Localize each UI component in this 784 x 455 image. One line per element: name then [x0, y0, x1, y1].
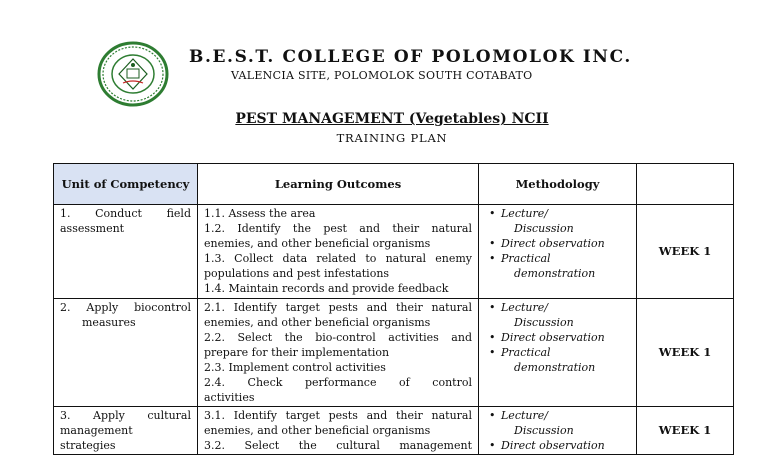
method-item-continued: demonstration: [514, 361, 596, 374]
header-methodology: Methodology: [479, 164, 637, 205]
table-row: [54, 299, 734, 407]
header-unit-of-competency: Unit of Competency: [54, 164, 198, 205]
outcome-text: enemies, and other beneficial organisms: [204, 424, 431, 437]
outcomes-cell: [198, 299, 479, 407]
outcome-text: populations and pest infestations: [204, 267, 390, 280]
outcome-text: 3.2. Select the cultural management: [204, 439, 472, 452]
methodology-cell: [479, 205, 637, 299]
outcome-text: enemies, and other beneficial organisms: [204, 237, 431, 250]
outcome-text: 1.3. Collect data related to natural enemy: [204, 252, 472, 265]
method-item-continued: demonstration: [514, 267, 596, 280]
document-subtitle: TRAINING PLAN: [336, 131, 448, 145]
unit-text: 1. Conduct field: [60, 207, 191, 220]
training-plan-table: [53, 163, 734, 455]
table-row: [54, 407, 734, 455]
method-item: • Direct observation: [495, 330, 630, 345]
outcome-text: 1.1. Assess the area: [204, 207, 316, 220]
week-cell: WEEK 1: [637, 299, 734, 407]
unit-text: strategies: [60, 439, 116, 452]
outcome-text: prepare for their implementation: [204, 346, 390, 359]
unit-text: 3. Apply cultural: [60, 409, 191, 422]
table-header-row: [54, 164, 734, 205]
header-learning-outcomes: Learning Outcomes: [198, 164, 479, 205]
method-item: • Lecture/: [495, 408, 630, 423]
outcome-text: 2.3. Implement control activities: [204, 361, 386, 374]
week-cell: WEEK 1: [637, 407, 734, 455]
method-item: • Direct observation: [495, 236, 630, 251]
method-item-continued: Discussion: [514, 222, 574, 235]
outcome-text: enemies, and other beneficial organisms: [204, 316, 431, 329]
methodology-cell: [479, 299, 637, 407]
methodology-cell: [479, 407, 637, 455]
outcome-text: 2.2. Select the bio-control activities and: [204, 331, 472, 344]
unit-cell: [54, 205, 198, 299]
method-item: • Lecture/: [495, 300, 630, 315]
method-item: • Lecture/: [495, 206, 630, 221]
document-title: PEST MANAGEMENT (Vegetables) NCII: [235, 111, 549, 127]
outcome-text: 2.1. Identify target pests and their natural: [204, 301, 472, 314]
outcome-text: 1.2. Identify the pest and their natural: [204, 222, 472, 235]
unit-text: management: [60, 424, 133, 437]
outcome-text: 1.4. Maintain records and provide feedback: [204, 282, 449, 295]
college-seal-logo: [97, 41, 169, 107]
method-item: • Practical: [495, 251, 630, 266]
outcomes-cell: [198, 205, 479, 299]
outcome-text: 2.4. Check performance of control: [204, 376, 472, 389]
school-address: VALENCIA SITE, POLOMOLOK SOUTH COTABATO: [231, 69, 533, 82]
outcome-text: activities: [204, 391, 255, 404]
unit-cell: [54, 407, 198, 455]
unit-text: assessment: [60, 222, 125, 235]
method-item-continued: Discussion: [514, 424, 574, 437]
method-item: • Practical: [495, 345, 630, 360]
header-schedule: [637, 164, 734, 205]
unit-cell: [54, 299, 198, 407]
outcome-text: 3.1. Identify target pests and their natural: [204, 409, 472, 422]
week-cell: WEEK 1: [637, 205, 734, 299]
method-item: • Direct observation: [495, 438, 630, 453]
unit-text: measures: [82, 316, 136, 329]
table-row: [54, 205, 734, 299]
outcomes-cell: [198, 407, 479, 455]
method-item-continued: Discussion: [514, 316, 574, 329]
unit-text: 2. Apply biocontrol: [60, 301, 191, 314]
school-name: B.E.S.T. COLLEGE OF POLOMOLOK INC.: [189, 47, 632, 67]
